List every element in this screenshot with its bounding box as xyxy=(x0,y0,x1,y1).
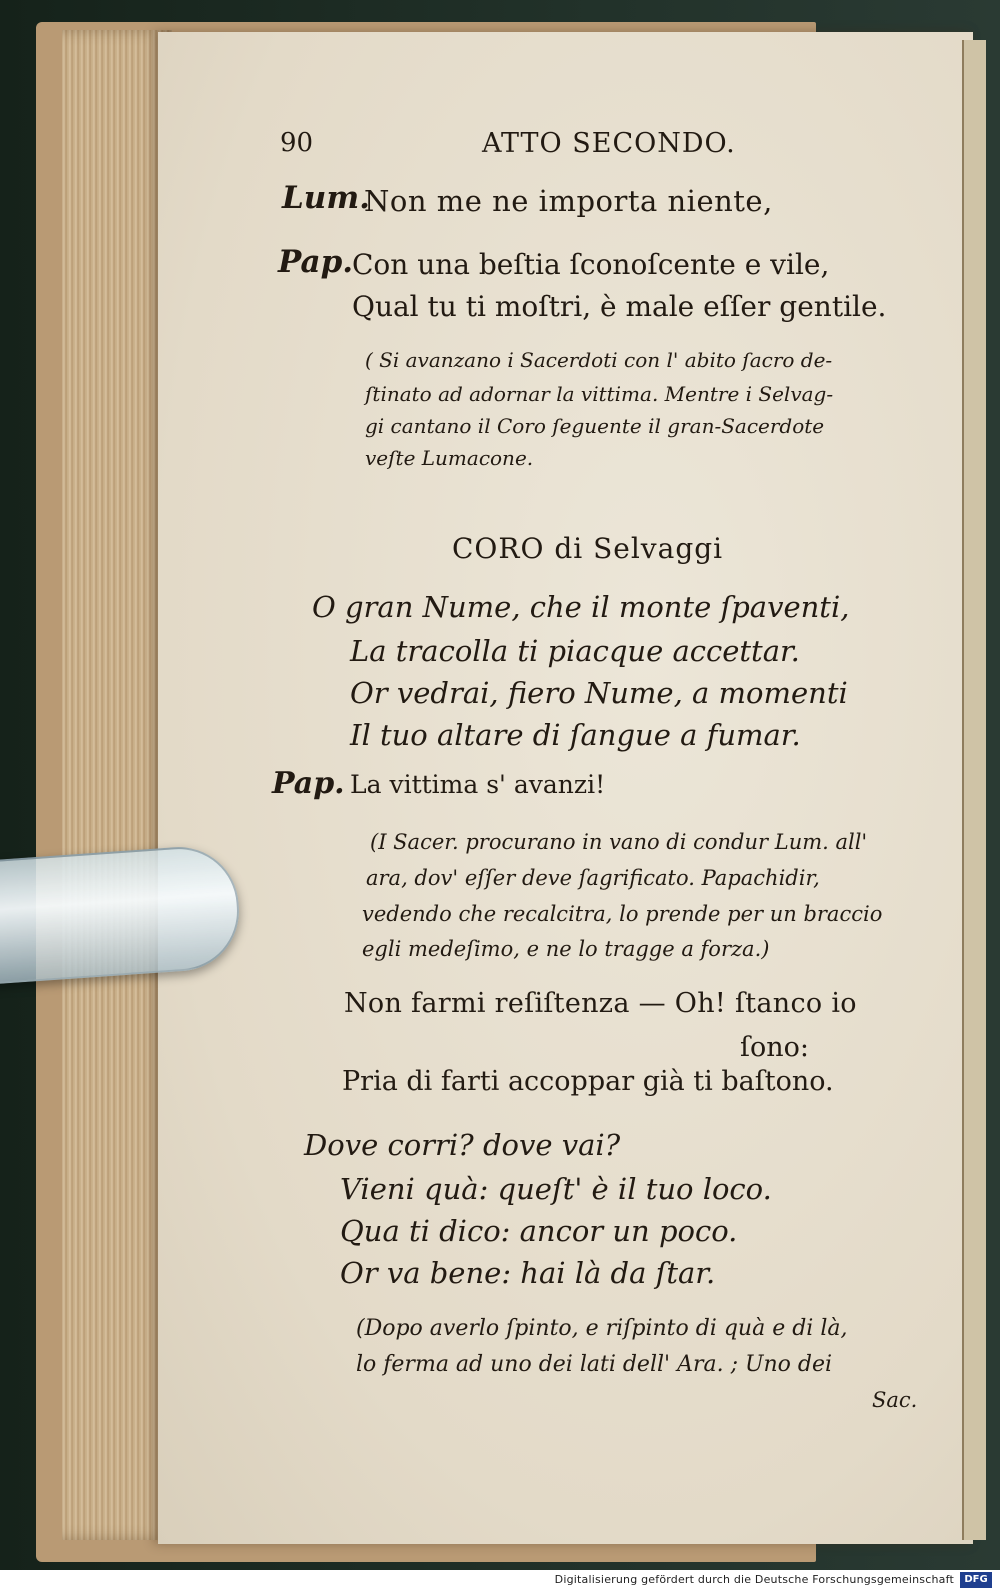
dialogue-line: Qual tu ti moſtri, è male eſſer gentile. xyxy=(352,290,887,323)
stage-direction-line: vedendo che recalcitra, lo prende per un braccio xyxy=(362,902,883,926)
dialogue-line: Non farmi reſiſtenza — Oh! ſtanco io xyxy=(344,988,857,1019)
verse-line: O gran Nume, che il monte ſpaventi, xyxy=(312,590,850,624)
glass-page-holder xyxy=(0,843,243,985)
stage-direction-line: lo ferma ad uno dei lati dell' Ara. ; Uno dei xyxy=(356,1352,833,1377)
catchword: Sac. xyxy=(872,1388,918,1412)
stage-direction-line: veſte Lumacone. xyxy=(365,446,534,470)
facing-page-edge xyxy=(962,40,986,1540)
digitization-credit: Digitalisierung gefördert durch die Deutsche Forschungsgemeinschaft xyxy=(554,1573,954,1586)
speaker-label: Pap. xyxy=(272,766,345,801)
verse-line: Il tuo altare di ſangue a fumar. xyxy=(350,718,801,752)
dialogue-line: Non me ne importa niente, xyxy=(364,184,773,218)
dialogue-line: La vittima s' avanzi! xyxy=(350,770,606,799)
page-number: 90 xyxy=(280,128,314,158)
verse-line: La tracolla ti piacque accettar. xyxy=(350,634,800,668)
dfg-logo: DFG xyxy=(960,1572,992,1588)
speaker-label: Pap. xyxy=(278,244,354,280)
page-edges xyxy=(62,30,172,1540)
verse-line: Or vedrai, fiero Nume, a momenti xyxy=(350,676,848,710)
dialogue-line: Pria di farti accoppar già ti baſtono. xyxy=(342,1066,834,1097)
verse-line: Vieni quà: queſt' è il tuo loco. xyxy=(340,1172,772,1206)
dialogue-line: Con una beſtia ſconoſcente e vile, xyxy=(352,248,830,281)
stage-direction-line: gi cantano il Coro ſeguente il gran-Sacerdote xyxy=(365,414,825,438)
stage-direction-line: ſtinato ad adornar la vittima. Mentre i Selvag- xyxy=(365,382,834,406)
verse-line: Qua ti dico: ancor un poco. xyxy=(340,1214,738,1248)
stage-direction-line: (Dopo averlo ſpinto, e riſpinto di quà e di là, xyxy=(356,1316,848,1341)
verse-line: Or va bene: hai là da ſtar. xyxy=(340,1256,716,1290)
speaker-label: Lum. xyxy=(282,180,370,216)
chorus-heading: CORO di Selvaggi xyxy=(452,532,724,565)
running-title: ATTO SECONDO. xyxy=(482,128,736,159)
dialogue-line-continuation: ſono: xyxy=(740,1032,809,1063)
stage-direction-line: ( Si avanzano i Sacerdoti con l' abito ſacro de- xyxy=(365,348,833,372)
verse-line: Dove corri? dove vai? xyxy=(304,1128,621,1162)
stage-direction-line: ara, dov' eſſer deve ſagrificato. Papachidir, xyxy=(366,866,820,890)
stage-direction-line: (I Sacer. procurano in vano di condur Lum. all' xyxy=(370,830,868,854)
stage-direction-line: egli medeſimo, e ne lo tragge a forza.) xyxy=(362,937,770,961)
